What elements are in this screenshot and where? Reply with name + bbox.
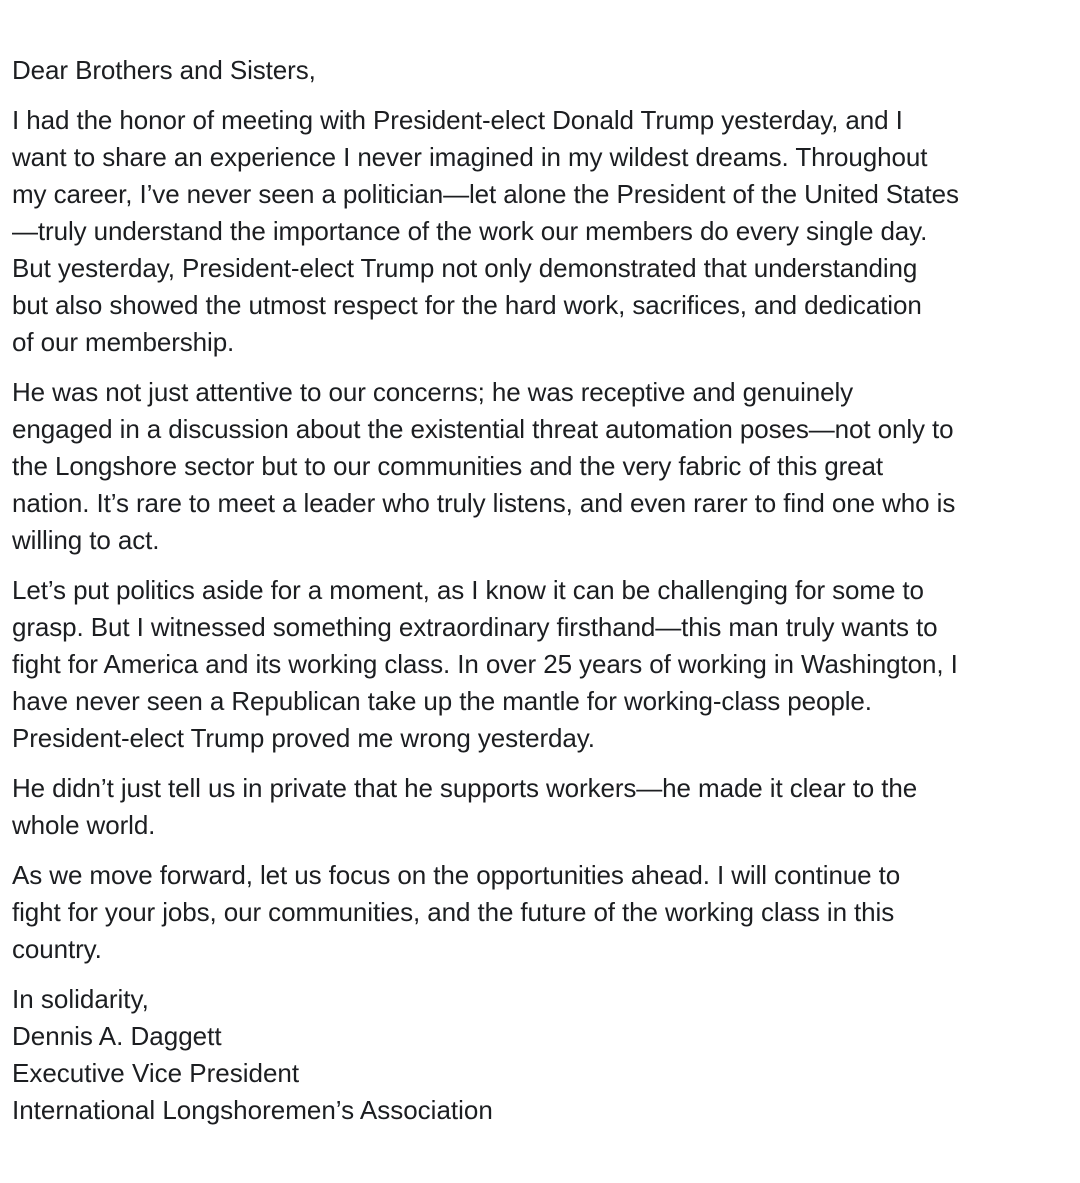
letter-paragraph-1: I had the honor of meeting with President-elect Donald Trump yesterday, and I want to share an experience I never imagined in my wildest dreams. Throughout my career, I’ve never seen a politician—let alone the President of the United States —truly understand the importance of the work our members do every single day. But yesterday, President-elect Trump not only demonstrated that understanding but also showed the utmost respect for the hard work, sacrifices, and dedication of our membership. xyxy=(12,105,959,357)
signature-closing: In solidarity, xyxy=(12,984,149,1014)
signature-name: Dennis A. Daggett xyxy=(12,1021,222,1051)
letter-paragraph-5: As we move forward, let us focus on the opportunities ahead. I will continue to fight for your jobs, our communities, and the future of the working class in this country. xyxy=(12,860,901,964)
letter-paragraph-2: He was not just attentive to our concerns; he was receptive and genuinely engaged in a discussion about the existential threat automation poses—not only to the Longshore sector but to our communities and the very fabric of this great nation. It’s rare to meet a leader who truly listens, and even rarer to find one who is willing to act. xyxy=(12,377,956,555)
letter-paragraph-4: He didn’t just tell us in private that he supports workers—he made it clear to the whole world. xyxy=(12,773,918,840)
letter-greeting: Dear Brothers and Sisters, xyxy=(12,55,316,85)
signature-block xyxy=(12,981,1060,1129)
letter-paragraph-3: Let’s put politics aside for a moment, as I know it can be challenging for some to grasp. But I witnessed something extraordinary firsthand—this man truly wants to fight for America and its working class. In over 25 years of working in Washington, I have never seen a Republican take up the mantle for working-class people. President-elect Trump proved me wrong yesterday. xyxy=(12,575,958,753)
signature-organization: International Longshoremen’s Association xyxy=(12,1095,493,1125)
signature-title: Executive Vice President xyxy=(12,1058,300,1088)
